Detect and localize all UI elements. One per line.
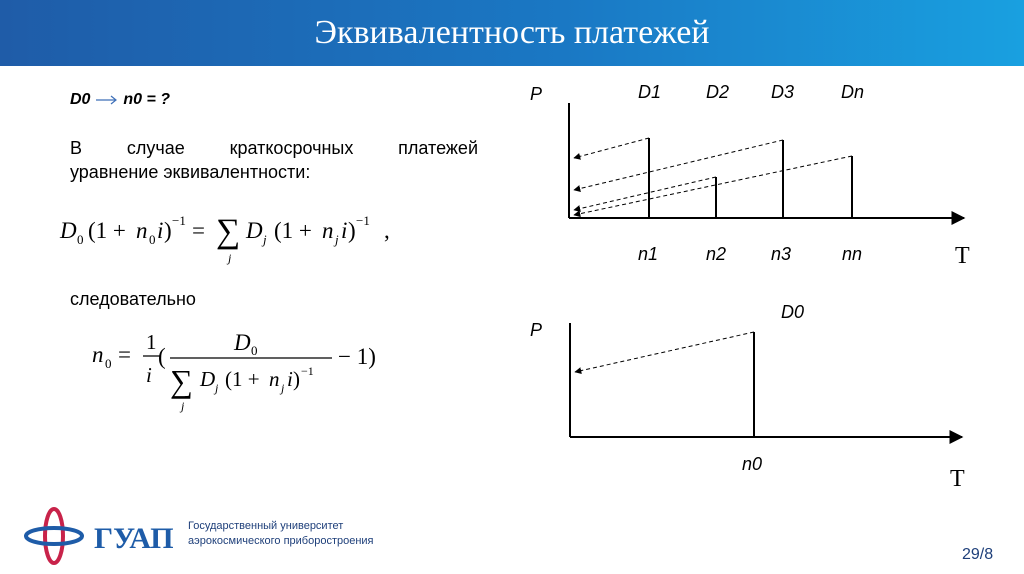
svg-text:=: = (118, 342, 131, 367)
svg-text:j: j (335, 232, 339, 247)
svg-text:j: j (215, 381, 219, 395)
svg-text:0: 0 (105, 356, 112, 371)
svg-text:): ) (164, 218, 172, 243)
svg-text:(1 +: (1 + (88, 218, 126, 243)
discount-arrow-d3 (574, 140, 783, 190)
svg-text:∑: ∑ (170, 363, 193, 399)
discount-arrow-dn (574, 156, 852, 215)
svg-text:− 1): − 1) (338, 344, 376, 369)
term-label-n0: n0 (742, 454, 763, 474)
page-title: Эквивалентность платежей (314, 14, 710, 51)
svg-text:D: D (60, 218, 77, 243)
svg-text:i: i (287, 367, 293, 391)
svg-text:): ) (348, 218, 356, 243)
payment-label-d2: D2 (706, 82, 730, 102)
svg-text:=: = (192, 218, 205, 243)
top-x-label: T (955, 243, 970, 269)
payment-label-dn: Dn (841, 82, 865, 102)
paragraph-line-1: В случае краткосрочных платежей (70, 138, 478, 158)
payment-label-d1: D1 (638, 82, 662, 102)
svg-text:i: i (157, 218, 164, 243)
discount-arrow-d1 (574, 138, 649, 158)
university-name (188, 519, 374, 549)
payment-label-d0: D0 (781, 302, 805, 322)
svg-text:−1: −1 (172, 213, 186, 228)
conclusion-text: следовательно (70, 289, 196, 309)
top-diagram (530, 82, 970, 269)
svg-text:(1 +: (1 + (225, 367, 260, 391)
term-label-n1: n1 (638, 244, 659, 264)
svg-text:0: 0 (251, 343, 258, 358)
svg-text:n: n (269, 367, 280, 391)
svg-text:j: j (228, 251, 232, 265)
svg-text:n: n (136, 218, 148, 243)
svg-text:−1: −1 (301, 364, 314, 378)
bottom-y-label: P (530, 320, 543, 340)
top-y-label: P (530, 84, 543, 104)
svg-text:j: j (281, 381, 285, 395)
discount-arrow-d0 (575, 332, 754, 372)
svg-text:j: j (263, 232, 267, 247)
svg-text:(1 +: (1 + (274, 218, 312, 243)
svg-text:1: 1 (146, 330, 157, 354)
bottom-diagram (530, 302, 965, 492)
svg-text:n: n (322, 218, 334, 243)
svg-text:D: D (234, 330, 251, 355)
svg-text:j: j (181, 399, 185, 413)
term-label-nn: nn (842, 244, 863, 264)
svg-text:D: D (200, 367, 216, 391)
svg-text:−1: −1 (356, 213, 370, 228)
svg-text:): ) (293, 367, 300, 391)
guap-logo-icon (22, 504, 187, 566)
svg-text:0: 0 (77, 232, 84, 247)
svg-text:ГУАП: ГУАП (94, 522, 174, 555)
payment-label-d3: D3 (771, 82, 795, 102)
term-label-n3: n3 (771, 244, 792, 264)
d0-label: D0 (70, 91, 91, 108)
svg-text:D: D (246, 218, 263, 243)
svg-text:i: i (146, 363, 152, 387)
svg-text:n: n (92, 342, 104, 367)
university-name-line-2: аэрокосмического приборостроения (188, 535, 374, 547)
university-name-line-1: Государственный университет (188, 520, 344, 532)
svg-text:0: 0 (149, 232, 156, 247)
svg-text:i: i (341, 218, 348, 243)
bottom-x-label: T (950, 466, 965, 492)
svg-text:,: , (384, 218, 390, 243)
page-number: 29/8 (962, 546, 994, 563)
term-label-n2: n2 (706, 244, 727, 264)
n0-question: n0 = ? (123, 91, 171, 108)
paragraph-line-2: уравнение эквивалентности: (70, 162, 311, 182)
svg-text:∑: ∑ (216, 213, 241, 250)
svg-text:(: ( (158, 344, 166, 369)
discount-arrow-d2 (574, 177, 716, 210)
